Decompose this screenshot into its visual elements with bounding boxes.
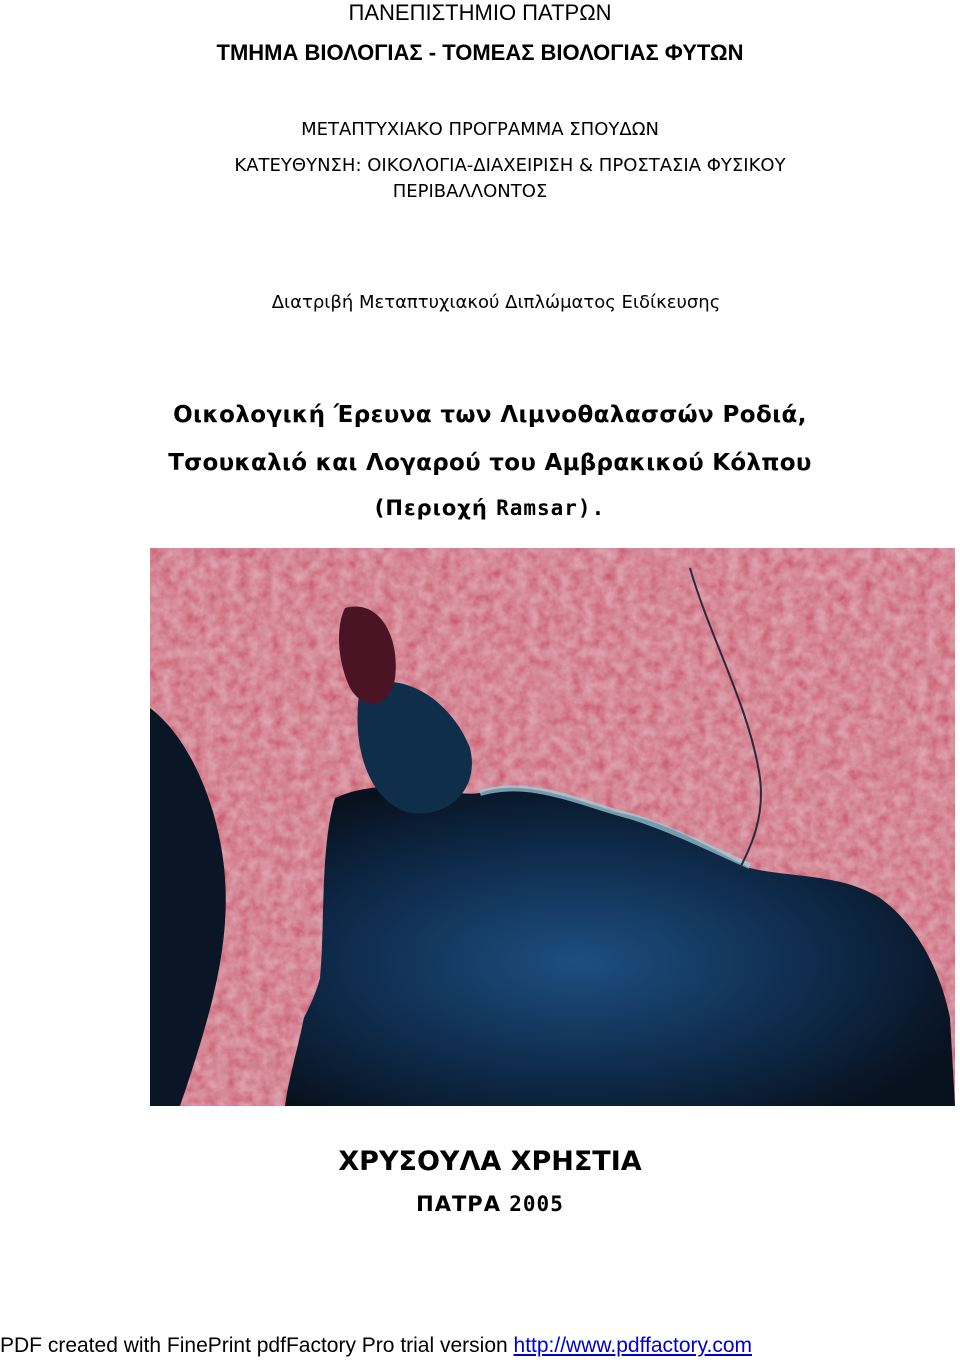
thesis-type: Διατριβή Μεταπτυχιακού Διπλώματος Ειδίκευσης [271,292,721,313]
title-ramsar: Ramsar). [496,496,606,520]
thesis-title-line3 [10,496,960,520]
footer-link[interactable]: http://www.pdffactory.com [513,1334,753,1357]
place-and-year [10,1192,960,1216]
satellite-image [150,548,955,1106]
program-name: ΜΕΤΑΠΤΥΧΙΑΚΟ ΠΡΟΓΡΑΜΜΑ ΣΠΟΥΔΩΝ [301,119,659,140]
place-year: 2005 [509,1192,564,1216]
department-name: ΤΜΗΜΑ ΒΙΟΛΟΓΙΑΣ - ΤΟΜΕΑΣ ΒΙΟΛΟΓΙΑΣ ΦΥΤΩΝ [216,40,744,65]
university-name: ΠΑΝΕΠΙΣΤΗΜΙΟ ΠΑΤΡΩΝ [348,0,612,25]
thesis-title-line2: Τσουκαλιό και Λογαρού του Αμβρακικού Κόλπου [168,450,812,476]
author-name: ΧΡΥΣΟΥΛΑ ΧΡΗΣΤΙΑ [338,1146,642,1177]
thesis-title-line1: Οικολογική Έρευνα των Λιμνοθαλασσών Ροδιά, [173,402,807,428]
program-direction-line1: ΚΑΤΕΥΘΥΝΣΗ: ΟΙΚΟΛΟΓΙΑ-ΔΙΑΧΕΙΡΙΣΗ & ΠΡΟΣΤΑΣΙΑ ΦΥΣΙΚΟΥ [234,155,786,176]
footer-text: PDF created with FinePrint pdfFactory Pro trial version [0,1334,514,1357]
title-region-label: (Περιοχή [374,496,497,520]
place-city: ΠΑΤΡΑ [416,1192,510,1216]
program-direction-line2: ΠΕΡΙΒΑΛΛΟΝΤΟΣ [392,181,548,202]
pdf-footer [0,1334,752,1358]
